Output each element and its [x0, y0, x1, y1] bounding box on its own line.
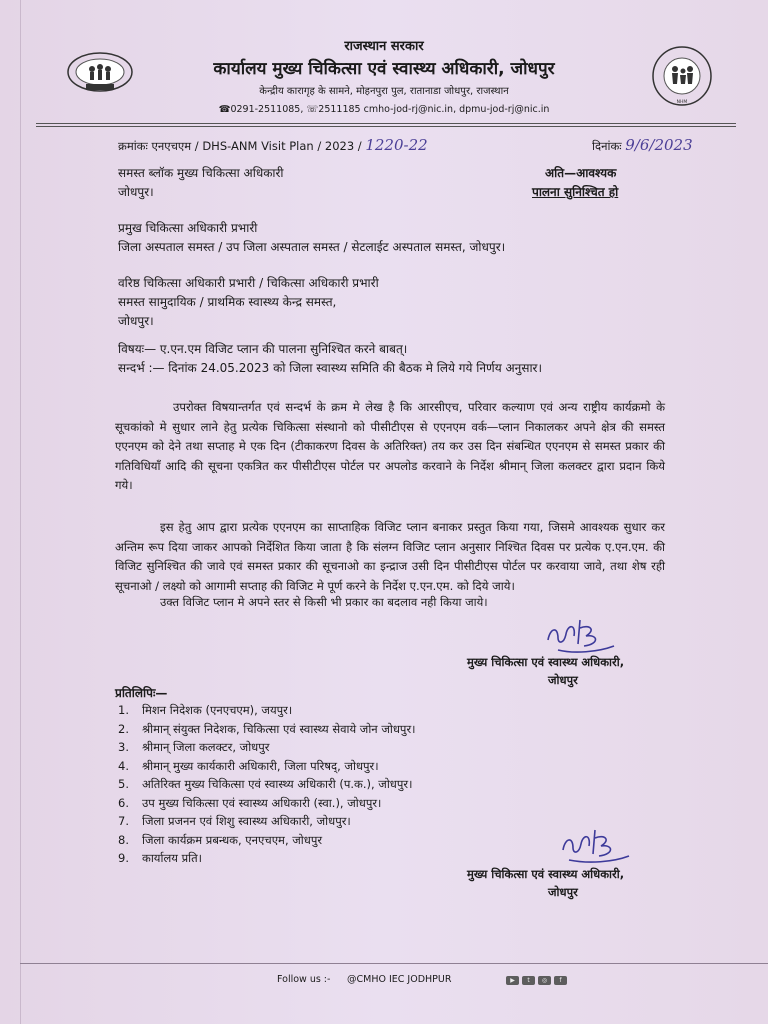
facebook-icon[interactable]: f: [554, 976, 567, 985]
ref-number-handwritten: 1220-22: [365, 136, 428, 154]
signatory-place-1: जोधपुर: [548, 673, 578, 687]
office-title: कार्यालय मुख्य चिकित्सा एवं स्वास्थ्य अधिकारी, जोधपुर: [213, 59, 555, 79]
signatory-title-1: मुख्य चिकित्सा एवं स्वास्थ्य अधिकारी,: [467, 655, 625, 669]
copy-list: [118, 703, 416, 870]
copy-item: 1. मिशन निदेशक (एनएचएम), जयपुर।: [118, 703, 293, 717]
date-line: [592, 136, 693, 154]
copy-heading: प्रतिलिपिः—: [115, 686, 168, 700]
recipient-2-line-1: प्रमुख चिकित्सा अधिकारी प्रभारी: [118, 221, 258, 235]
instagram-icon[interactable]: ◎: [538, 976, 551, 985]
signatory-title-2: मुख्य चिकित्सा एवं स्वास्थ्य अधिकारी,: [467, 867, 625, 881]
urgent-mark: अति—आवश्यक: [545, 166, 617, 180]
signature-scribble-1: [540, 610, 620, 658]
subject-line: विषयः— ए.एन.एम विजिट प्लान की पालना सुनिश्चित करने बाबत्।: [118, 342, 408, 356]
header-rule-2: [36, 126, 736, 127]
date-handwritten: 9/6/2023: [625, 136, 693, 154]
signatory-place-2: जोधपुर: [548, 885, 578, 899]
ref-number-line: [118, 136, 428, 154]
header-rule: [36, 123, 736, 124]
social-icons: [506, 976, 567, 985]
recipient-1-line-2: जोधपुर।: [118, 185, 154, 199]
recipient-2-line-2: जिला अस्पताल समस्त / उप जिला अस्पताल समस्त / सेटलाईट अस्पताल समस्त, जोधपुर।: [118, 240, 506, 254]
social-handle: @CMHO IEC JODHPUR: [347, 974, 452, 985]
recipient-3-line-3: जोधपुर।: [118, 314, 154, 328]
govt-name: राजस्थान सरकार: [344, 39, 424, 54]
copy-item: 3. श्रीमान् जिला कलक्टर, जोधपुर: [118, 740, 270, 754]
svg-text:NHM: NHM: [676, 100, 688, 105]
body-paragraph-3: उक्त विजिट प्लान मे अपने स्तर से किसी भी प्रकार का बदलाव नही किया जाये।: [160, 595, 488, 609]
recipient-1-line-1: समस्त ब्लॉक मुख्य चिकित्सा अधिकारी: [118, 166, 284, 180]
reference-line: सन्दर्भ :— दिनांक 24.05.2023 को जिला स्वास्थ्य समिति की बैठक मे लिये गये निर्णय अनुसार।: [118, 361, 543, 375]
fax-number: 2511185: [318, 104, 361, 115]
copy-item: 9. कार्यालय प्रति।: [118, 851, 203, 865]
youtube-icon[interactable]: ▶: [506, 976, 519, 985]
copy-item: 7. जिला प्रजनन एवं शिशु स्वास्थ्य अधिकारी, जोधपुर।: [118, 814, 351, 828]
body-paragraph-1: उपरोक्त विषयान्तर्गत एवं सन्दर्भ के क्रम मे लेख है कि आरसीएच, परिवार कल्याण एवं अन्य राष्ट्रीय कार्यक्रमो के सूचकांको मे सुधार लाने हेतु प्रत्येक चिकित्सा संस्थानो को पीसीटीएस से एएनएम वर्क—प्लान निकालकर अपने क्षेत्र की समस्त एएनएम को देने तथा सप्ताह मे एक दिन (टीकाकरण दिवस के अतिरिक्त) तय कर उस दिन संबन्धित एएनएम से समस्त प्रकार की गतिविधियाँ आदि की सूचना एकत्रित कर पीसीटीएस पोर्टल पर अपलोड करवाने के निर्देश श्रीमान् जिला कलक्टर द्वारा प्रदान किये गये।: [115, 400, 665, 493]
body-paragraph-2: इस हेतु आप द्वारा प्रत्येक एएनएम का साप्ताहिक विजिट प्लान बनाकर प्रस्तुत किया गया, जिसमे आवश्यक सुधार कर अन्तिम रूप दिया जाकर आपको निर्देशित किया जाता है कि संलग्न विजिट प्लान अनुसार निश्चित दिवस पर प्रत्येक ए.एन.एम. की विजिट सुनिश्चित की जावे एवं समस्त प्रकार की सूचनाओ का इन्द्राज उसी दिन पीसीटीएस पोर्टल पर करवाया जावे, तथा शेष रही सूचनाओ / लक्ष्यो को आगामी सप्ताह की विजिट मे पूर्ण करने के निर्देश ए.एन.एम. को दिये जाये।: [115, 520, 665, 593]
phone-number: 0291-2511085,: [230, 104, 304, 115]
compliance-mark: पालना सुनिश्चित हो: [532, 185, 619, 199]
copy-item: 4. श्रीमान् मुख्य कार्यकारी अधिकारी, जिला परिषद्, जोधपुर।: [118, 758, 379, 773]
page-edge-line: [20, 0, 21, 1024]
footer-rule: [20, 963, 768, 964]
ref-label: क्रमांकः एनएचएम / DHS-ANM Visit Plan / 2023 /: [118, 139, 362, 153]
contact-line: [0, 104, 768, 115]
follow-label: Follow us :-: [277, 974, 331, 985]
recipient-3-line-1: वरिष्ठ चिकित्सा अधिकारी प्रभारी / चिकित्सा अधिकारी प्रभारी: [118, 276, 379, 290]
twitter-icon[interactable]: t: [522, 976, 535, 985]
copy-item: 5. अतिरिक्त मुख्य चिकित्सा एवं स्वास्थ्य अधिकारी (प.क.), जोधपुर।: [118, 777, 413, 791]
office-address: केन्द्रीय कारागृह के सामने, मोहनपुरा पुल, रातानाडा जोधपुर, राजस्थान: [259, 86, 509, 97]
date-label: दिनांकः: [592, 139, 622, 153]
copy-item: 2. श्रीमान् संयुक्त निदेशक, चिकित्सा एवं स्वास्थ्य सेवाये जोन जोधपुर।: [118, 721, 416, 736]
recipient-3-line-2: समस्त सामुदायिक / प्राथमिक स्वास्थ्य केन्द्र समस्त,: [118, 295, 337, 309]
email-addresses: cmho-jod-rj@nic.in, dpmu-jod-rj@nic.in: [363, 104, 550, 115]
copy-item: 8. जिला कार्यक्रम प्रबन्धक, एनएचएम, जोधपुर: [118, 832, 323, 847]
fax-icon: ☏: [306, 104, 319, 115]
copy-item: 6. उप मुख्य चिकित्सा एवं स्वास्थ्य अधिकारी (स्वा.), जोधपुर।: [118, 795, 382, 810]
signature-scribble-2: [555, 820, 635, 868]
phone-icon: ☎: [218, 104, 231, 115]
